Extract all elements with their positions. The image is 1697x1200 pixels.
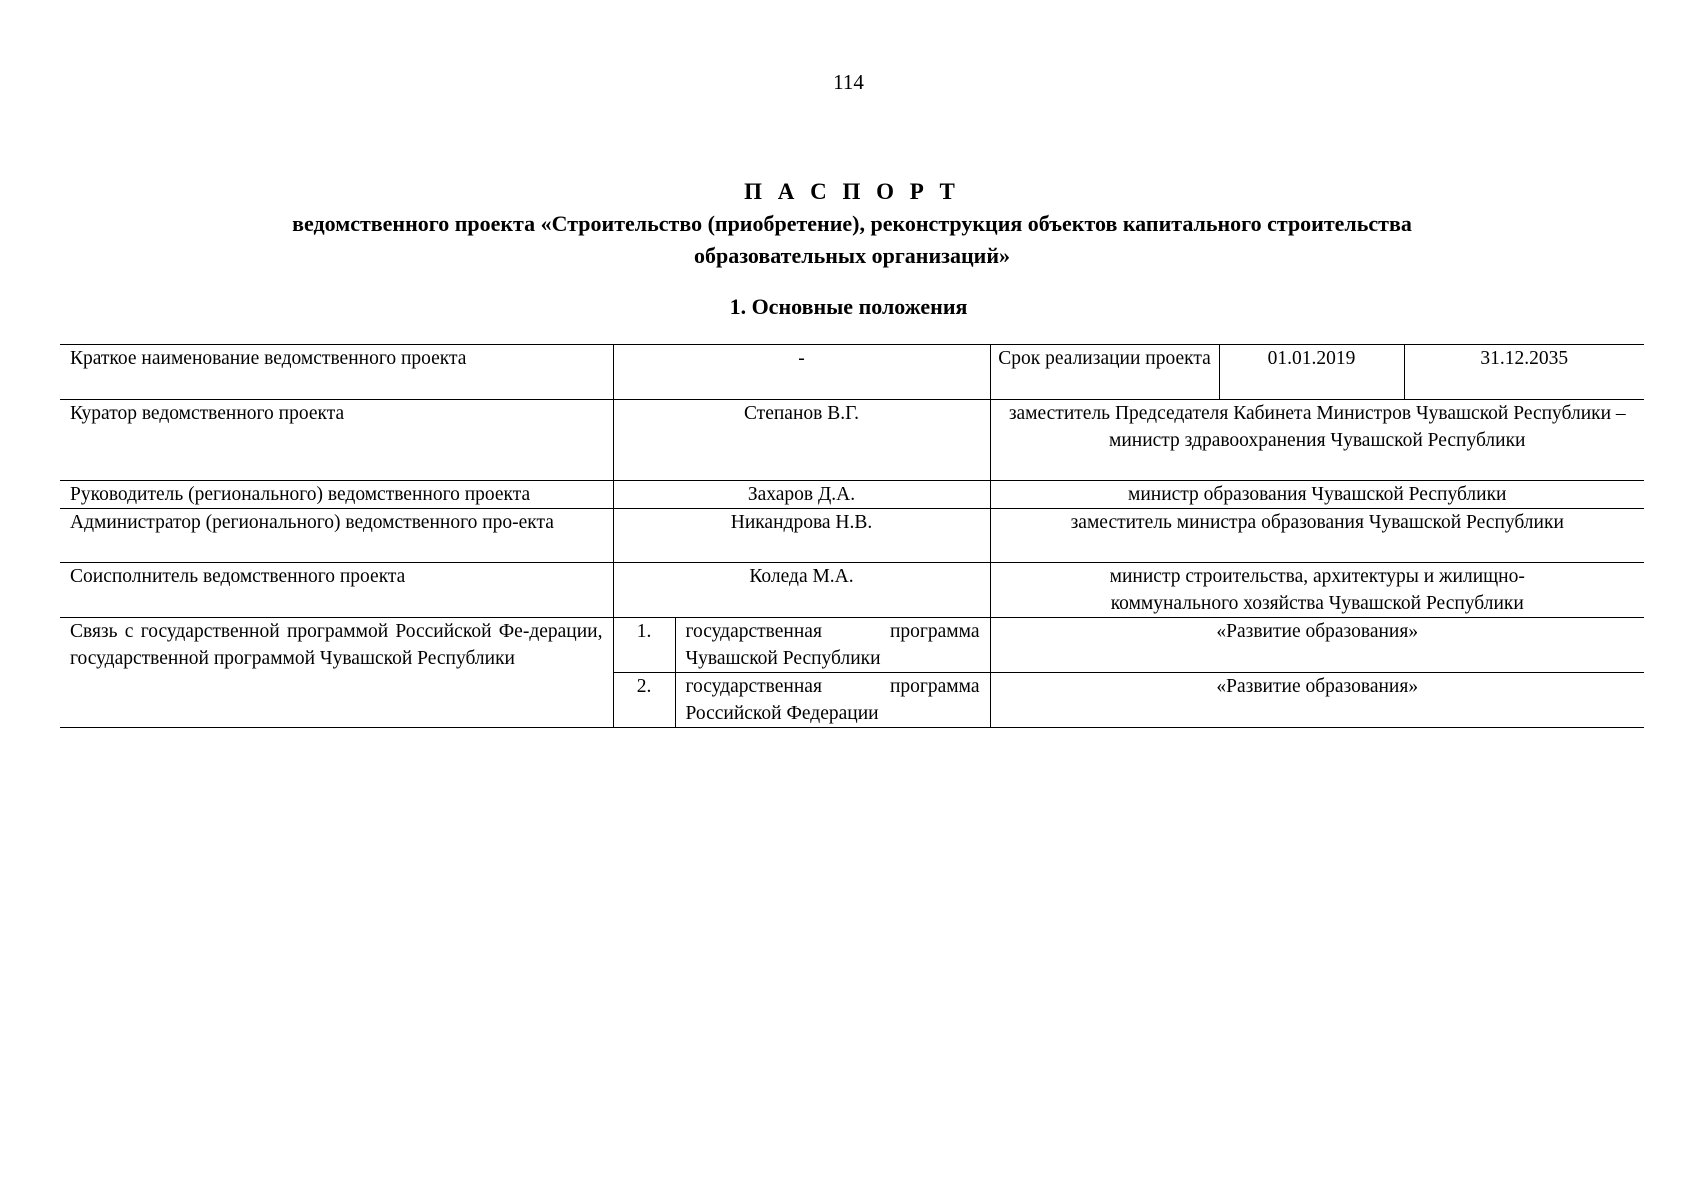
table-row-curator [60, 400, 1644, 481]
program-type: государственная программа Российской Федерации [675, 673, 990, 728]
term-end-date: 31.12.2035 [1404, 345, 1644, 400]
section-title: 1. Основные положения [729, 294, 968, 319]
curator-name: Степанов В.Г. [613, 400, 990, 481]
head-label: Руководитель (регионального) ведомственного проекта [60, 481, 613, 509]
table-row-program-1 [60, 618, 1644, 673]
document-title-block [60, 176, 1644, 272]
table-row-short-name [60, 345, 1644, 400]
table-row-head [60, 481, 1644, 509]
administrator-position: заместитель министра образования Чувашской Республики [990, 509, 1644, 563]
term-label: Срок реализации проекта [990, 345, 1219, 400]
program-link-label: Связь с государственной программой Российской Фе-дерации, государственной программой Чувашской Республики [60, 618, 613, 728]
document-title: П А С П О Р Т [744, 179, 960, 204]
program-number: 2. [613, 673, 675, 728]
page-number: 114 [833, 70, 864, 94]
curator-position: заместитель Председателя Кабинета Министров Чувашской Республики – министр здравоохранения Чувашской Республики [990, 400, 1644, 481]
program-type: государственная программа Чувашской Республики [675, 618, 990, 673]
document-subtitle-line-1: ведомственного проекта «Строительство (приобретение), реконструкция объектов капитального строительства [292, 211, 1412, 236]
short-name-label: Краткое наименование ведомственного проекта [60, 345, 613, 400]
program-number: 1. [613, 618, 675, 673]
administrator-label: Администратор (регионального) ведомственного про-екта [60, 509, 613, 563]
head-position: министр образования Чувашской Республики [990, 481, 1644, 509]
head-name: Захаров Д.А. [613, 481, 990, 509]
coexecutor-name: Коледа М.А. [613, 563, 990, 618]
curator-label: Куратор ведомственного проекта [60, 400, 613, 481]
project-passport-table [60, 344, 1644, 728]
document-subtitle-line-2: образовательных организаций» [693, 243, 1011, 268]
administrator-name: Никандрова Н.В. [613, 509, 990, 563]
coexecutor-position: министр строительства, архитектуры и жилищно-коммунального хозяйства Чувашской Республики [990, 563, 1644, 618]
coexecutor-label: Соисполнитель ведомственного проекта [60, 563, 613, 618]
term-start-date: 01.01.2019 [1219, 345, 1404, 400]
table-row-administrator [60, 509, 1644, 563]
program-name: «Развитие образования» [990, 673, 1644, 728]
short-name-value: - [613, 345, 990, 400]
program-name: «Развитие образования» [990, 618, 1644, 673]
table-row-coexecutor [60, 563, 1644, 618]
